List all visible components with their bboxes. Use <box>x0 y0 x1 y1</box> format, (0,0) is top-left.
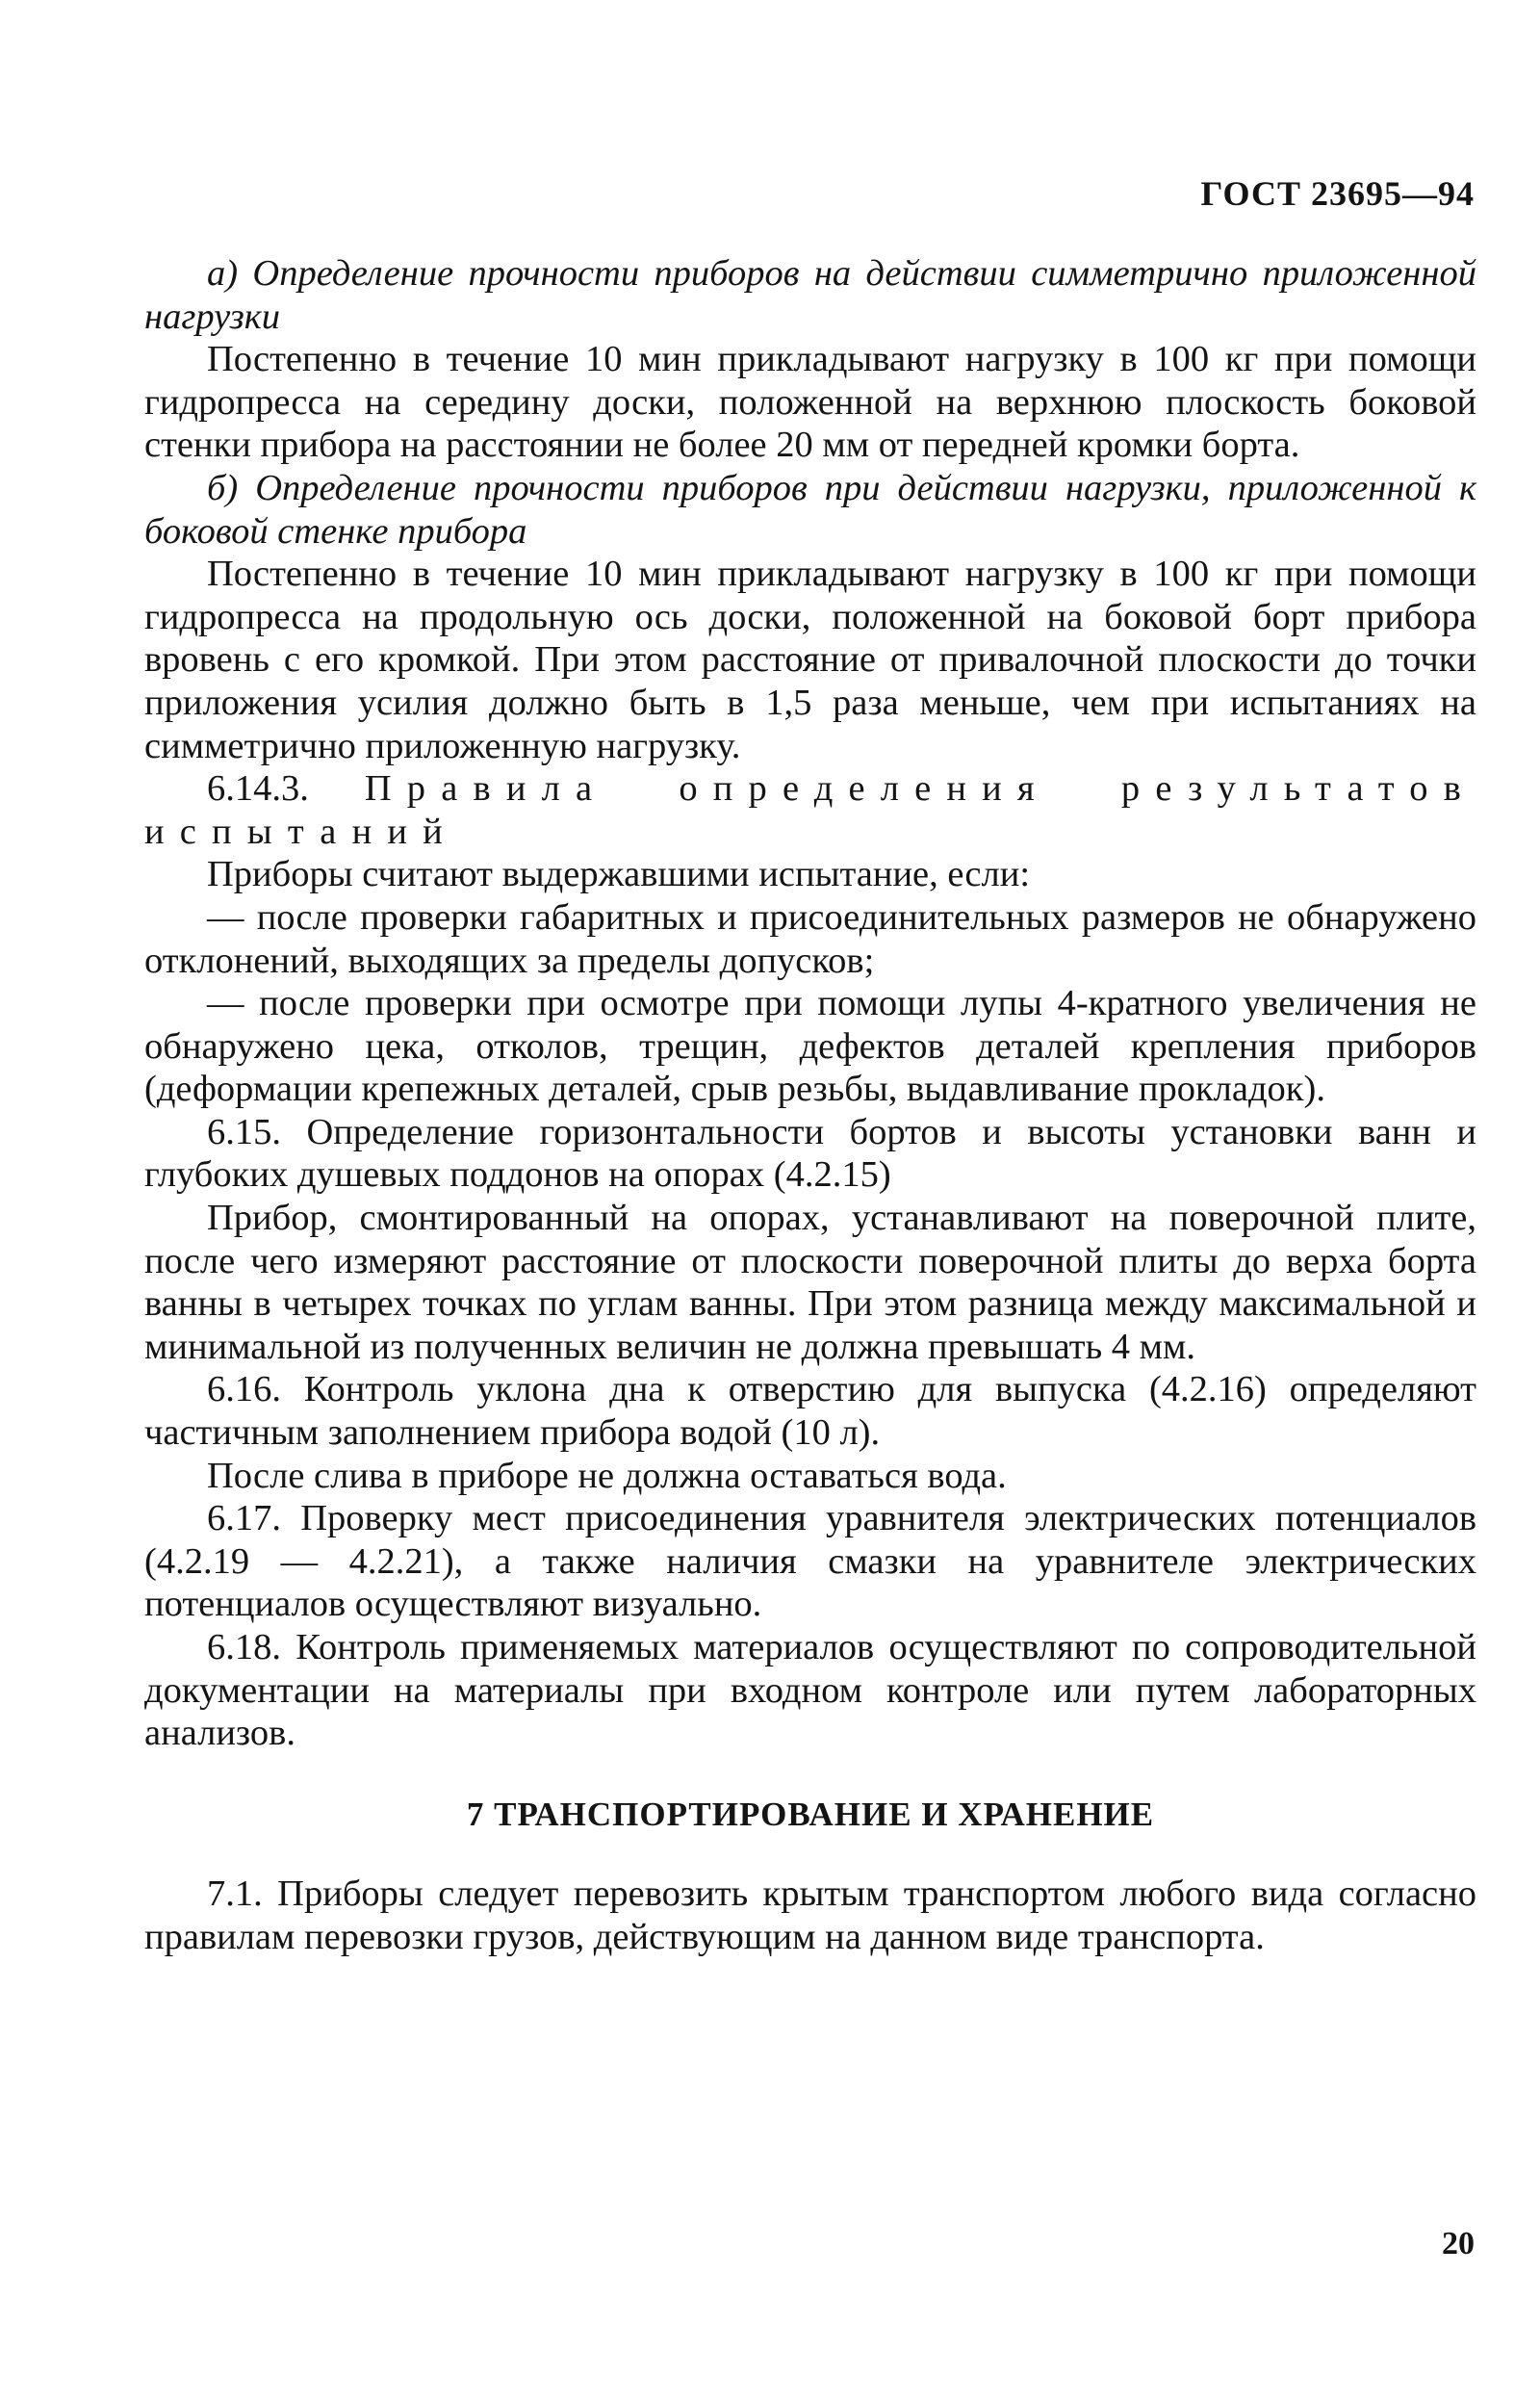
page-number: 20 <box>1442 2226 1475 2261</box>
clause-6-14-3-heading <box>144 767 1476 853</box>
subsection-a-title: а) Определение прочности приборов на действии симметрично приложенной нагрузки <box>144 253 1476 337</box>
clause-6-17: 6.17. Проверку мест присоединения уравнителя электрических потенциалов (4.2.19 — 4.2.21), а также наличия смазки на уравнителе электрических потенциалов осуществляют визуально. <box>144 1498 1476 1625</box>
clause-6-14-3-title: Правила определения результатов испытаний <box>144 768 1476 852</box>
clause-6-14-3-text: Приборы считают выдержавшими испытание, если: <box>207 854 1031 895</box>
clause-6-15-text: Прибор, смонтированный на опорах, устанавливают на поверочной плите, после чего измеряют расстояние от плоскости поверочной плиты до верха борта ванны в четырех точках по углам ванны. При этом разница между максимальной и минимальной из полученных величин не должна превышать 4 мм. <box>144 1198 1476 1367</box>
clause-7-1: 7.1. Приборы следует перевозить крытым транспортом любого вида согласно правилам перевозки грузов, действующим на данном виде транспорта. <box>144 1873 1476 1957</box>
subsection-b-title: б) Определение прочности приборов при действии нагрузки, приложенной к боковой стенке прибора <box>144 467 1476 552</box>
clause-6-16-note: После слива в приборе не должна оставаться вода. <box>207 1455 1007 1496</box>
dash-item-2: — после проверки при осмотре при помощи лупы 4-кратного увеличения не обнаружено цека, отколов, трещин, дефектов деталей крепления приборов (деформации крепежных деталей, срыв резьбы, выдавливание прокладок). <box>144 983 1476 1110</box>
clause-6-14-3-number: 6.14.3. <box>207 768 309 810</box>
section-7-title: 7 ТРАНСПОРТИРОВАНИЕ И ХРАНЕНИЕ <box>466 1795 1155 1833</box>
subsection-b-text: Постепенно в течение 10 мин прикладывают нагрузку в 100 кг при помощи гидропресса на продольную ось доски, положенной на боковой борт прибора вровень с его кромкой. При этом расстояние от привалочной плоскости до точки приложения усилия должно быть в 1,5 раза меньше, чем при испытаниях на симметрично приложенную нагрузку. <box>144 554 1476 766</box>
dash-item-1: — после проверки габаритных и присоединительных размеров не обнаружено отклонений, выходящих за пределы допусков; <box>144 896 1476 981</box>
clause-6-15-heading: 6.15. Определение горизонтальности бортов и высоты установки ванн и глубоких душевых поддонов на опорах (4.2.15) <box>144 1111 1476 1196</box>
clause-6-16: 6.16. Контроль уклона дна к отверстию для выпуска (4.2.16) определяют частичным заполнением прибора водой (10 л). <box>144 1369 1476 1454</box>
clause-6-18: 6.18. Контроль применяемых материалов осуществляют по сопроводительной документации на материалы при входном контроле или путем лабораторных анализов. <box>144 1627 1476 1754</box>
standard-code-header: ГОСТ 23695—94 <box>1200 174 1475 213</box>
subsection-a-text: Постепенно в течение 10 мин прикладывают нагрузку в 100 кг при помощи гидропресса на середину доски, положенной на верхнюю плоскость боковой стенки прибора на расстоянии не более 20 мм от передней кромки борта. <box>144 339 1476 466</box>
document-body <box>144 252 1476 1959</box>
